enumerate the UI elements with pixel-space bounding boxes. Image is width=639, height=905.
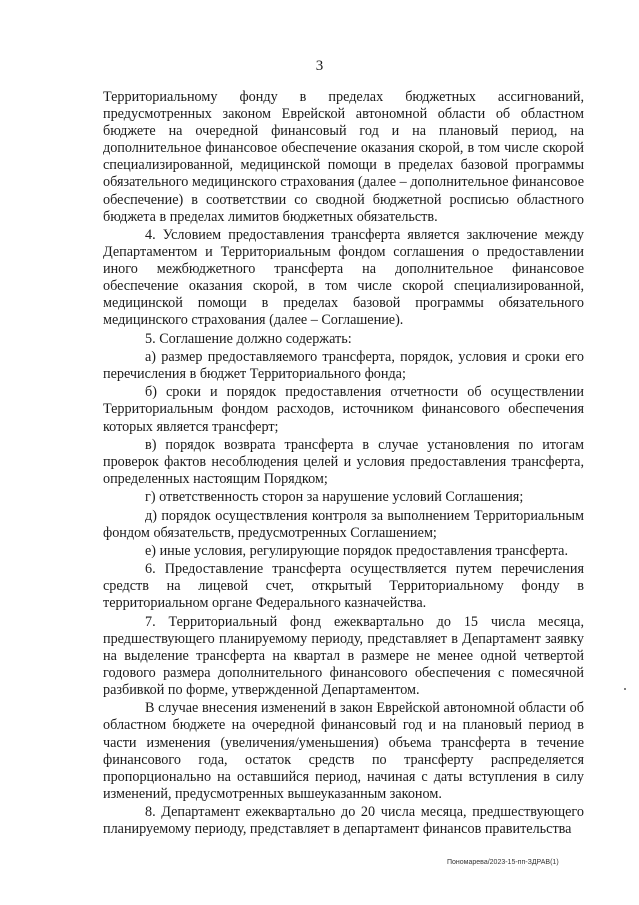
- paragraph: 5. Соглашение должно содержать:: [145, 330, 352, 347]
- paragraph: б) сроки и порядок предоставления отчетности об осуществлении Территориальным фондом расходов, источником финансового обеспечения которых является трансферт;: [103, 384, 584, 435]
- paragraph: 7. Территориальный фонд ежеквартально до 15 числа месяца, предшествующего планируемому периоду, представляет в Департамент заявку на выделение трансферта на квартал в размере не менее одной четвертой годового размера дополнительного финансового обеспечения с помесячной разбивкой по форме, утвержденной Департаментом.: [103, 613, 584, 699]
- paragraph: 6. Предоставление трансферта осуществляется путем перечисления средств на лицевой счет, открытый Территориальному фонду в территориальном органе Федерального казначейства.: [103, 561, 584, 612]
- paragraph: 8. Департамент ежеквартально до 20 числа месяца, предшествующего планируемому периоду, представляет в департамент финансов правительства: [103, 804, 584, 838]
- scan-speck: [624, 688, 626, 690]
- paragraph: д) порядок осуществления контроля за выполнением Территориальным фондом обязательств, предусмотренных Соглашением;: [103, 507, 584, 541]
- paragraph: Территориальному фонду в пределах бюджетных ассигнований, предусмотренных законом Еврейской автономной области об областном бюджете на очередной финансовый год и на плановый период, на дополнительное финансовое обеспечение оказания скорой, в том числе скорой специализированной, медицинской помощи в пределах базовой программы обязательного медицинского страхования (далее – дополнительное финансовое обеспечение) в соответствии со сводной бюджетной росписью областного бюджета в пределах лимитов бюджетных обязательств.: [103, 89, 584, 225]
- paragraph: а) размер предоставляемого трансферта, порядок, условия и сроки его перечисления в бюджет Территориального фонда;: [103, 348, 584, 383]
- document-body: [103, 89, 584, 839]
- page-number: 3: [315, 58, 324, 74]
- paragraph: В случае внесения изменений в закон Еврейской автономной области об областном бюджете на очередной финансовый год и на плановый период в части изменения (увеличения/уменьшения) объема трансферта в течение финансового года, остаток средств по трансферту распределяется пропорционально на оставшийся период, начиная с даты вступления в силу изменений, предусмотренных вышеуказанным законом.: [103, 700, 584, 802]
- paragraph: е) иные условия, регулирующие порядок предоставления трансферта.: [145, 542, 568, 559]
- paragraph: в) порядок возврата трансферта в случае установления по итогам проверок фактов несоблюдения целей и условия предоставления трансферта, определенных настоящим Порядком;: [103, 436, 584, 487]
- paragraph: 4. Условием предоставления трансферта является заключение между Департаментом и Территориальным фондом соглашения о предоставлении иного межбюджетного трансферта на дополнительное финансовое обеспечение оказания скорой, в том числе скорой специализированной, медицинской помощи в пределах базовой программы обязательного медицинского страхования (далее – Соглашение).: [103, 226, 584, 329]
- paragraph: г) ответственность сторон за нарушение условий Соглашения;: [145, 489, 524, 506]
- footer-document-code: Пономарева/2023-15-пп-ЗДРАВ(1): [447, 859, 559, 866]
